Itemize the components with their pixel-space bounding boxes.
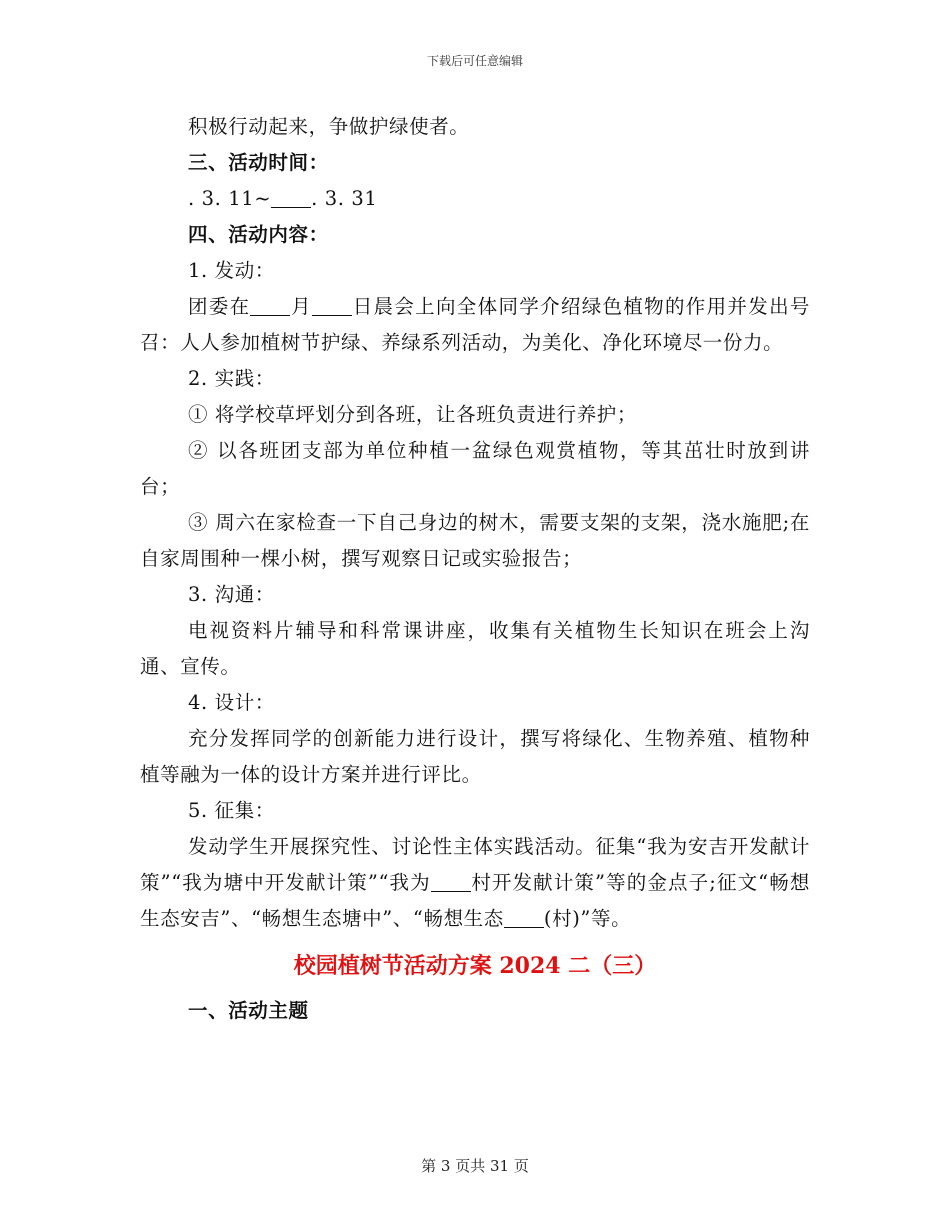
time-end: . 3. 31 — [311, 187, 378, 210]
blank-year-1 — [271, 188, 311, 209]
practice-item-1: ① 将学校草坪划分到各班，让各班负责进行养护； — [188, 403, 637, 426]
section-communicate-title: 3. 沟通： — [188, 583, 275, 606]
collect-text-b: 村开发献计策”等的金点子;征文“畅想生态安吉”、“畅想生态塘中”、“畅想生态 — [140, 871, 811, 930]
section-design-text: 充分发挥同学的创新能力进行设计，撰写将绿化、生物养殖、植物种植等融为一体的设计方案并进行评比。 — [140, 727, 810, 786]
section-communicate-text: 电视资料片辅导和科常课讲座，收集有关植物生长知识在班会上沟通、宣传。 — [140, 619, 810, 678]
heading-activity-content: 四、活动内容： — [188, 223, 329, 246]
paragraph-intro: 积极行动起来，争做护绿使者。 — [188, 115, 470, 138]
blank-village-2 — [504, 908, 544, 929]
heading-activity-theme: 一、活动主题 — [188, 999, 309, 1022]
heading-activity-time: 三、活动时间： — [188, 151, 329, 174]
blank-month — [250, 296, 290, 317]
collect-text-a: 发动学生开展探究性、讨论性主体实践活动。征集“我为安吉开发献计策”“我为塘中开发献计策”“我为 — [140, 835, 810, 894]
section-collect-text — [140, 829, 810, 937]
page-header: 下载后可任意编辑 — [426, 54, 523, 68]
mobilize-text-b: 月 — [290, 295, 312, 318]
page-footer: 第 3 页共 31 页 — [421, 1157, 529, 1175]
collect-text-c: (村)”等。 — [543, 907, 632, 930]
document-body — [140, 109, 810, 1029]
blank-day — [312, 296, 352, 317]
document-section-title: 校园植树节活动方案 2024 二（三） — [293, 953, 657, 979]
section-mobilize-title: 1. 发动： — [188, 259, 275, 282]
section-mobilize-text — [140, 289, 810, 361]
mobilize-text-a: 团委在 — [188, 295, 251, 318]
section-collect-title: 5. 征集： — [188, 799, 275, 822]
section-design-title: 4. 设计： — [188, 691, 275, 714]
practice-item-3: ③ 周六在家检查一下自己身边的树木，需要支架的支架，浇水施肥;在自家周围种一棵小树，撰写观察日记或实验报告； — [140, 511, 810, 570]
blank-village-1 — [431, 872, 471, 893]
mobilize-text-c: 日晨会上向全体同学介绍绿色植物的作用并发出号召：人人参加植树节护绿、养绿系列活动，为美化、净化环境尽一份力。 — [140, 295, 810, 354]
time-start: . 3. 11~ — [188, 187, 272, 210]
section-practice-title: 2. 实践： — [188, 367, 275, 390]
practice-item-2: ② 以各班团支部为单位种植一盆绿色观赏植物，等其茁壮时放到讲台； — [140, 439, 810, 498]
activity-time-range — [140, 181, 810, 217]
